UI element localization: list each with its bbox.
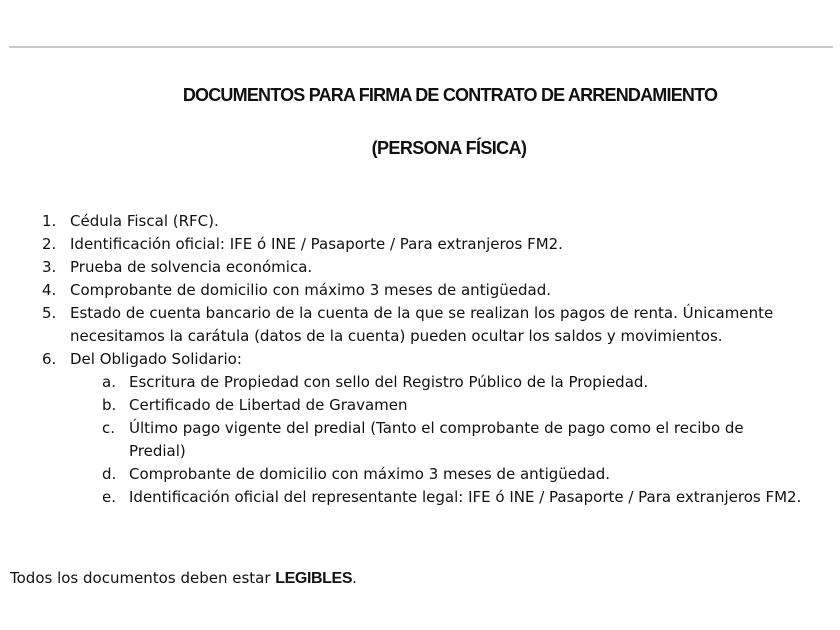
subitem-text: Identificación oficial del representante legal: IFE ó INE / Pasaporte / Para extranjeros FM2. — [129, 488, 802, 506]
item-text: Prueba de solvencia económica. — [70, 258, 313, 276]
item-number: 2. — [42, 235, 57, 253]
list-item — [0, 302, 840, 348]
item-text: Cédula Fiscal (RFC). — [70, 212, 219, 230]
list-item — [0, 348, 840, 509]
subitem-letter: c. — [102, 419, 116, 437]
subitem-letter: e. — [102, 488, 116, 506]
item-text: Estado de cuenta bancario de la cuenta de la que se realizan los pagos de renta. Únicamente necesitamos la carátula (datos de la cuenta) pueden ocultar los saldos y movimientos. — [70, 304, 774, 345]
item-number: 3. — [42, 258, 57, 276]
sublist-item — [70, 371, 820, 394]
guarantor-sublist — [70, 371, 820, 509]
list-item — [0, 279, 840, 302]
footer-suffix: . — [352, 569, 357, 587]
footer-prefix: Todos los documentos deben estar — [10, 569, 276, 587]
sublist-item — [70, 394, 820, 417]
list-item — [0, 233, 840, 256]
footer-note — [10, 567, 357, 590]
subitem-letter: a. — [102, 373, 116, 391]
list-item — [0, 256, 840, 279]
subitem-letter: d. — [102, 465, 117, 483]
subitem-text: Escritura de Propiedad con sello del Registro Público de la Propiedad. — [129, 373, 649, 391]
subitem-text: Certificado de Libertad de Gravamen — [129, 396, 408, 414]
sublist-item — [70, 463, 820, 486]
item-text: Del Obligado Solidario: — [70, 350, 242, 368]
footer-emphasis: LEGIBLES — [275, 570, 353, 587]
document-title: DOCUMENTOS PARA FIRMA DE CONTRATO DE ARRENDAMIENTO — [182, 85, 718, 105]
item-number: 4. — [42, 281, 57, 299]
item-text: Comprobante de domicilio con máximo 3 meses de antigüedad. — [70, 281, 551, 299]
subitem-letter: b. — [102, 396, 117, 414]
sublist-item — [70, 417, 820, 463]
item-number: 6. — [42, 350, 57, 368]
document-subtitle: (PERSONA FÍSICA) — [371, 138, 527, 158]
item-text: Identificación oficial: IFE ó INE / Pasaporte / Para extranjeros FM2. — [70, 235, 563, 253]
subitem-text: Comprobante de domicilio con máximo 3 meses de antigüedad. — [129, 465, 610, 483]
list-item — [0, 210, 840, 233]
sublist-item — [70, 486, 820, 509]
top-divider — [9, 46, 833, 48]
item-number: 5. — [42, 304, 57, 322]
item-number: 1. — [42, 212, 57, 230]
subitem-text: Último pago vigente del predial (Tanto el comprobante de pago como el recibo de Predial) — [129, 419, 744, 460]
requirements-list — [0, 210, 840, 509]
